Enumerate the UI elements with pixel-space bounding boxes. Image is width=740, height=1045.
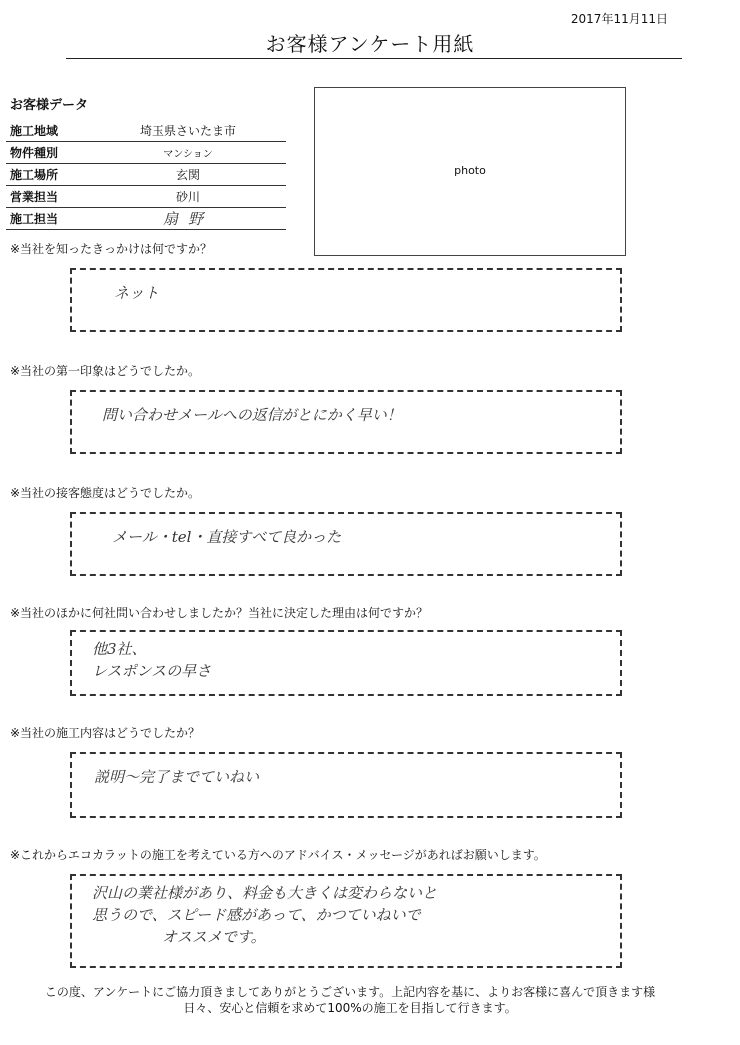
- answer-box-6: [70, 874, 622, 968]
- photo-label: photo: [454, 164, 486, 177]
- row-label: 営業担当: [6, 186, 90, 208]
- question-2: ※当社の第一印象はどうでしたか。: [10, 364, 201, 378]
- footer-message: [0, 984, 700, 1016]
- handwritten-signature-value: 扇野: [90, 208, 286, 230]
- row-label: 施工地域: [6, 120, 90, 142]
- answer-line: 説明～完了までていねい: [94, 768, 260, 786]
- question-5: ※当社の施工内容はどうでしたか？: [10, 726, 201, 740]
- answer-line: オススメです。: [162, 928, 266, 946]
- row-label: 施工担当: [6, 208, 90, 230]
- answer-box-1: [70, 268, 622, 332]
- table-row: [6, 142, 286, 164]
- row-value: 砂川: [90, 186, 286, 208]
- answer-line: 思うので、スピード感があって、かつていねいで: [92, 906, 421, 924]
- row-label: 物件種別: [6, 142, 90, 164]
- row-value: マンション: [90, 142, 286, 164]
- answer-box-5: [70, 752, 622, 818]
- footer-line: この度、アンケートにご協力頂きましてありがとうございます。上記内容を基に、よりお客様に喜んで頂きます様: [44, 985, 656, 999]
- customer-data-heading: お客様データ: [10, 98, 89, 113]
- page-title: お客様アンケート用紙: [265, 32, 475, 56]
- question-1: ※当社を知ったきっかけは何ですか？: [10, 242, 213, 256]
- question-4: ※当社のほかに何社問い合わせしましたか？当社に決定した理由は何ですか？: [10, 606, 429, 620]
- table-row: [6, 164, 286, 186]
- row-value: 埼玉県さいたま市: [90, 120, 286, 142]
- table-row: [6, 120, 286, 142]
- table-row: [6, 186, 286, 208]
- answer-line: 問い合わせメールへの返信がとにかく早い！: [102, 406, 402, 424]
- answer-line: 他3社、: [92, 640, 147, 658]
- title-underline: [66, 58, 682, 59]
- footer-line: 日々、安心と信頼を求めて100%の施工を目指して行きます。: [183, 1001, 517, 1015]
- row-value: 玄関: [90, 164, 286, 186]
- table-row: [6, 208, 286, 230]
- question-3: ※当社の接客態度はどうでしたか。: [10, 486, 201, 500]
- answer-line: メール・tel・直接すべて良かった: [112, 528, 342, 546]
- answer-line: 沢山の業社様があり、料金も大きくは変わらないと: [92, 884, 438, 902]
- answer-line: ネット: [114, 284, 160, 302]
- answer-box-4: [70, 630, 622, 696]
- customer-data-table: [6, 120, 286, 230]
- row-label: 施工場所: [6, 164, 90, 186]
- question-6: ※これからエコカラットの施工を考えている方へのアドバイス・メッセージがあればお願いします。: [10, 848, 546, 862]
- answer-box-3: [70, 512, 622, 576]
- answer-box-2: [70, 390, 622, 454]
- answer-line: レスポンスの早さ: [92, 662, 212, 680]
- survey-date: 2017年11月11日: [570, 12, 668, 26]
- photo-placeholder: [314, 87, 626, 256]
